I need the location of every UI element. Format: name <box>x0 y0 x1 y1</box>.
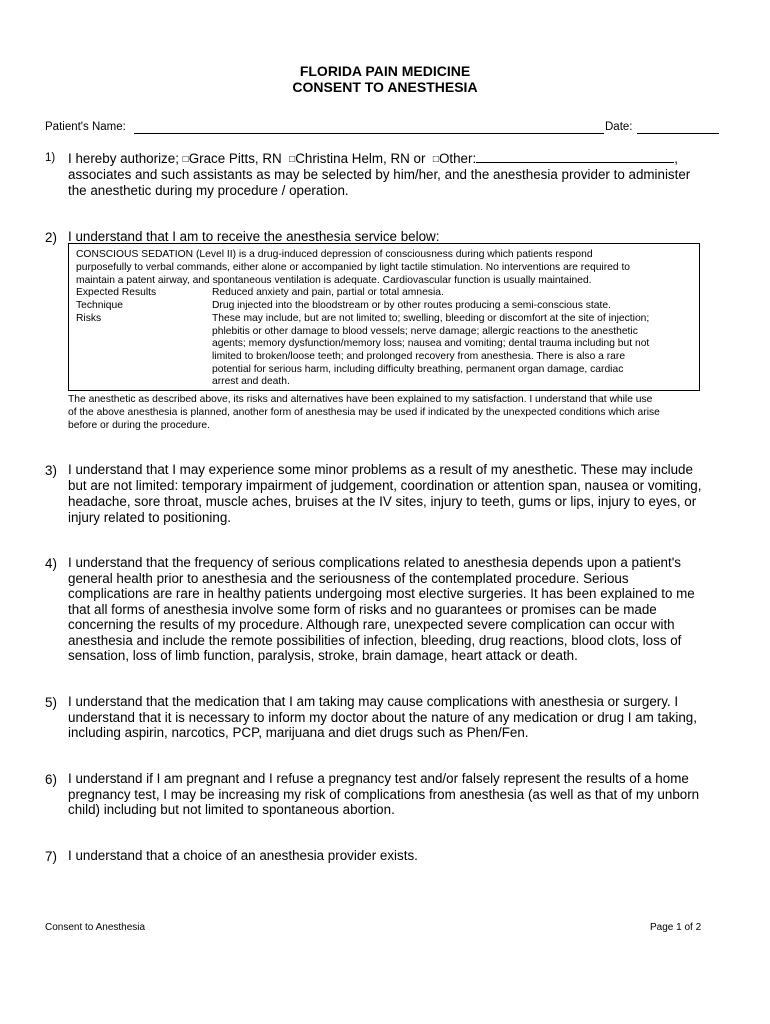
item-4-line: general health prior to anesthesia and the seriousness of the contemplated procedure. Serious <box>68 571 629 586</box>
item-3-line: but are not limited: temporary impairment of judgement, coordination or attention span, nausea or vomiting, <box>68 478 702 493</box>
technique-value: Drug injected into the bloodstream or by other routes producing a semi-conscious state. <box>212 300 611 311</box>
patient-info-line <box>45 121 725 137</box>
patient-name-field[interactable] <box>134 121 604 134</box>
page-number: Page 1 of 2 <box>650 922 702 933</box>
item-4-line: complications are rare in healthy patients undergoing most elective surgeries. It has been explained to me <box>68 586 695 601</box>
sedation-intro-line2: purposefully to verbal commands, either alone or accompanied by light tactile stimulation. No interventions are required to <box>76 262 631 273</box>
patient-name-label: Patient's Name: <box>45 121 126 133</box>
item-5-line: including aspirin, narcotics, PCP, marijuana and diet drugs such as Phen/Fen. <box>68 725 529 740</box>
item-2-heading: I understand that I am to receive the anesthesia service below: <box>68 229 440 244</box>
checkbox-other[interactable]: □ <box>432 154 439 165</box>
risks-line-2: phlebitis or other damage to blood vessels; nerve damage; allergic reactions to the anesthetic <box>212 326 638 337</box>
item-1-number: 1) <box>45 152 56 164</box>
option-other: Other: <box>438 151 477 166</box>
option-grace-pitts: Grace Pitts, RN <box>188 151 282 166</box>
checkbox-christina-helm[interactable]: □ <box>289 154 296 165</box>
item-6-line: pregnancy test, I may be increasing my risk of complications from anesthesia (as well as that of my unborn <box>68 787 700 802</box>
item-5-line: I understand that the medication that I am taking may cause complications with anesthesia or surgery. I <box>68 694 679 709</box>
sedation-intro-line1: CONSCIOUS SEDATION (Level II) is a drug-induced depression of consciousness during which patients respond <box>76 249 593 260</box>
item-1-line1 <box>68 150 728 166</box>
authorize-text: I hereby authorize; <box>68 151 179 166</box>
expected-results-value: Reduced anxiety and pain, partial or total amnesia. <box>212 287 444 298</box>
item-4-line: sensation, loss of limb function, paralysis, stroke, brain damage, heart attack or death. <box>68 648 578 663</box>
item-4-number: 4) <box>45 556 57 571</box>
date-label: Date: <box>605 121 633 133</box>
item-3-line: headache, sore throat, muscle aches, bruises at the IV sites, injury to teeth, gums or lips, injury to eyes, or <box>68 494 697 509</box>
item-6-number: 6) <box>45 772 57 787</box>
item-5-line: understand that it is necessary to inform my doctor about the nature of any medication or drug I am taking, <box>68 710 697 725</box>
footer-title: Consent to Anesthesia <box>45 922 146 933</box>
item-7-text: I understand that a choice of an anesthesia provider exists. <box>68 848 418 863</box>
risks-line-4: limited to broken/loose teeth; and prolonged recovery from anesthesia. There is also a rare <box>212 351 626 362</box>
item-2-after-line1: The anesthetic as described above, its risks and alternatives have been explained to my satisfaction. I understand that while use <box>68 394 653 405</box>
technique-label: Technique <box>76 300 123 311</box>
risks-line-1: These may include, but are not limited to; swelling, bleeding or discomfort at the site of injection; <box>212 313 650 324</box>
item-2-after-line3: before or during the procedure. <box>68 420 210 431</box>
item-3-line: injury related to positioning. <box>68 510 232 525</box>
item-3-line: I understand that I may experience some minor problems as a result of my anesthetic. These may include <box>68 462 693 477</box>
item-5-number: 5) <box>45 695 57 710</box>
item-6-line: I understand if I am pregnant and I refuse a pregnancy test and/or falsely represent the results of a home <box>68 771 689 786</box>
expected-results-label: Expected Results <box>76 287 157 298</box>
option-christina-helm: Christina Helm, RN <box>295 151 410 166</box>
or-text: or <box>413 151 426 166</box>
anesthesia-service-box <box>68 243 700 391</box>
sedation-intro-line3: maintain a patent airway, and spontaneous ventilation is adequate. Cardiovascular function is usually maintained. <box>76 275 592 286</box>
checkbox-grace-pitts[interactable]: □ <box>182 154 189 165</box>
document-subtitle: CONSENT TO ANESTHESIA <box>292 79 478 95</box>
item-3-number: 3) <box>45 463 57 478</box>
item-1-line3: the anesthetic during my procedure / operation. <box>68 183 349 198</box>
date-field[interactable] <box>637 121 719 134</box>
other-provider-field[interactable] <box>476 150 674 163</box>
item-2-after-line2: of the above anesthesia is planned, another form of anesthesia may be used if indicated by the unexpected conditions which arise <box>68 407 660 418</box>
item-4-line: that all forms of anesthesia involve some form of risks and no guarantees or promises can be made <box>68 602 657 617</box>
risks-line-3: agents; memory dysfunction/memory loss; nausea and vomiting; dental trauma including but not <box>212 338 650 349</box>
item-7-number: 7) <box>45 849 57 864</box>
risks-line-5: potential for serious harm, including difficulty breathing, permanent organ damage, cardiac <box>212 364 624 375</box>
item-4-line: anesthesia and include the remote possibilities of infection, bleeding, drug reactions, blood clots, loss of <box>68 633 682 648</box>
item-4-line: I understand that the frequency of serious complications related to anesthesia depends upon a patient's <box>68 555 681 570</box>
document-title: FLORIDA PAIN MEDICINE <box>299 63 471 79</box>
item-4-line: concerning the results of my procedure. Although rare, unexpected severe complication can occur with <box>68 617 675 632</box>
item-1-line2: associates and such assistants as may be selected by him/her, and the anesthesia provider to administer <box>68 167 691 182</box>
item-6-line: child) including but not limited to spontaneous abortion. <box>68 802 395 817</box>
item-2-number: 2) <box>45 230 57 245</box>
comma: , <box>674 151 678 166</box>
risks-line-6: arrest and death. <box>212 376 290 387</box>
risks-label: Risks <box>76 313 102 324</box>
